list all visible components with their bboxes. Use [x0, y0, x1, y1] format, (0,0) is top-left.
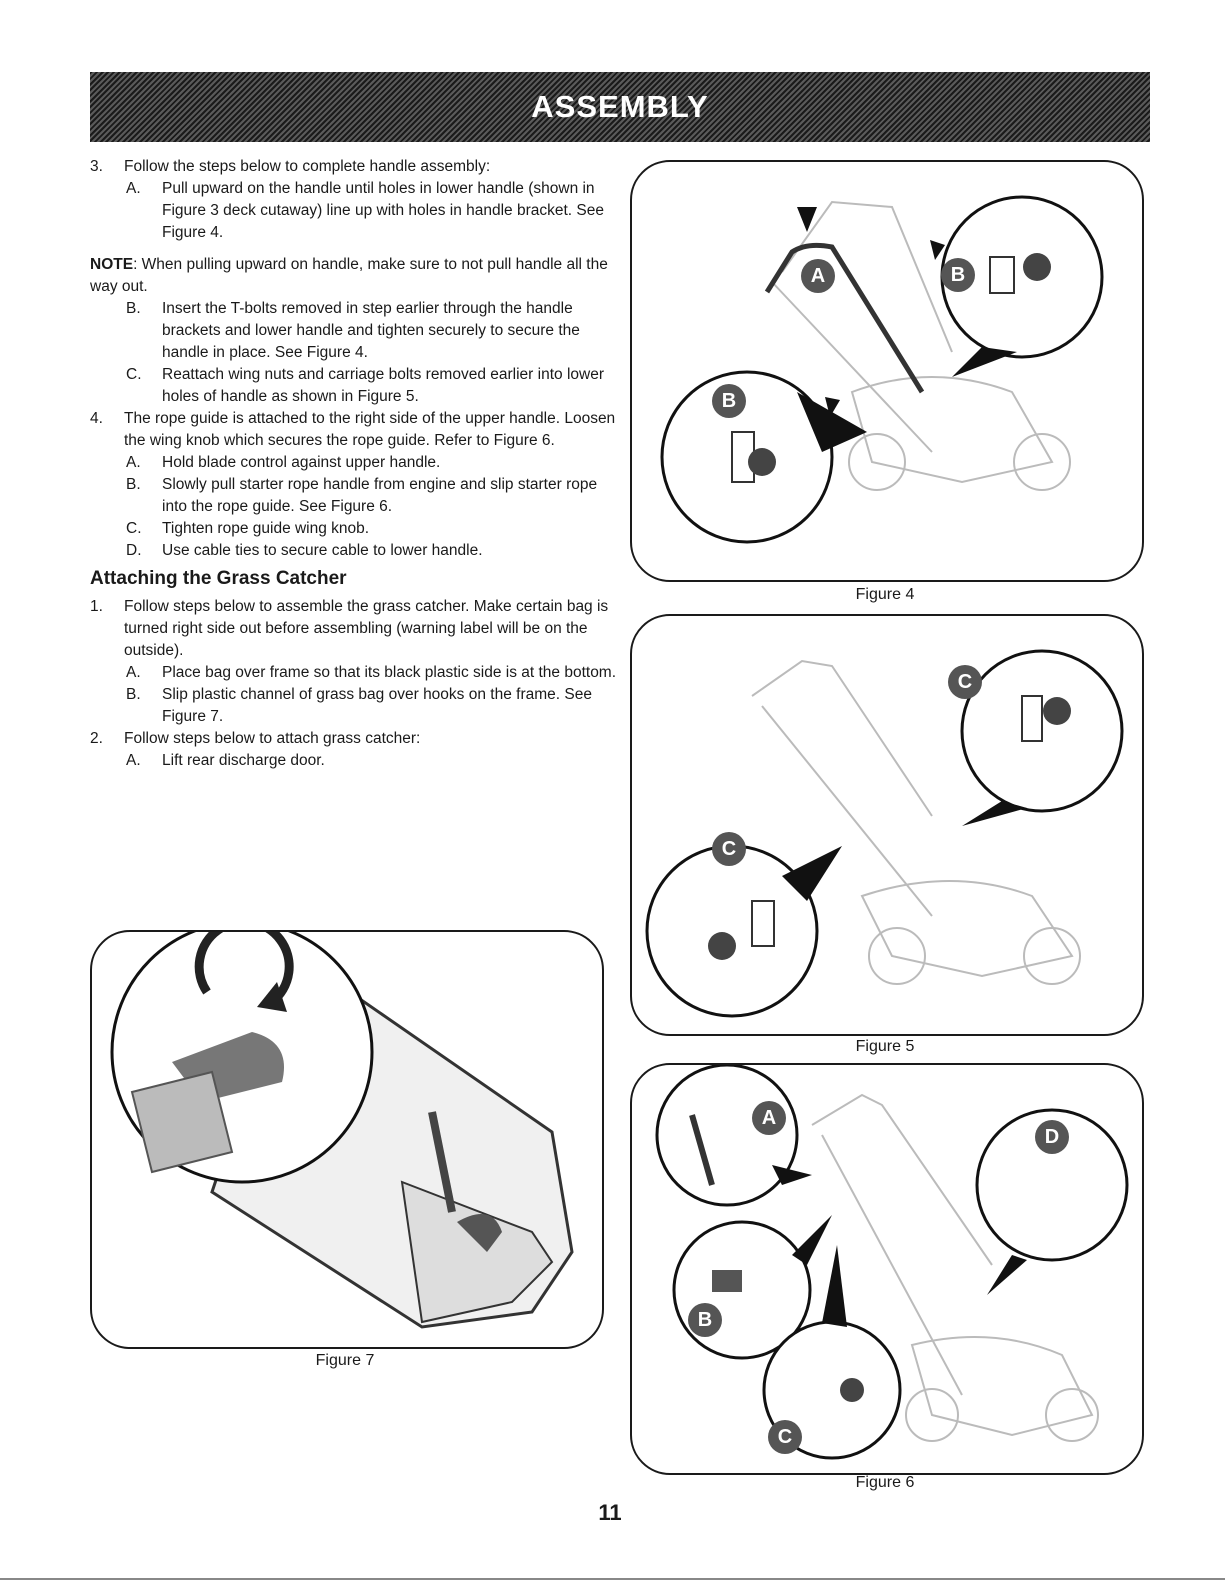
step-3c: C. Reattach wing nuts and carriage bolts removed earlier into lower holes of handle as shown in Figure 5.	[126, 366, 604, 405]
instructions-column	[90, 156, 620, 772]
catcher-step-1a: A. Place bag over frame so that its black plastic side is at the bottom.	[126, 664, 617, 681]
catcher-step-2: 2. Follow steps below to attach grass catcher:	[90, 730, 421, 747]
fig5-callout-c-right: C	[948, 665, 982, 699]
step-3b: B. Insert the T-bolts removed in step earlier through the handle brackets and lower handle and tighten securely to secure the handle in place. See Figure 4.	[126, 300, 580, 361]
catcher-step-2a: A. Lift rear discharge door.	[126, 752, 325, 769]
page-number: 11	[598, 1500, 622, 1525]
figure-5-caption: Figure 5	[855, 1038, 915, 1055]
step-4b: B. Slowly pull starter rope handle from engine and slip starter rope into the rope guide. See Figure 6.	[126, 476, 598, 515]
fig4-callout-b-right: B	[941, 258, 975, 292]
catcher-step-1b: B. Slip plastic channel of grass bag over hooks on the frame. See Figure 7.	[126, 686, 592, 725]
figure-4-illustration	[630, 160, 1144, 582]
fig6-callout-a: A	[752, 1101, 786, 1135]
step-4d: D. Use cable ties to secure cable to lower handle.	[126, 542, 483, 559]
fig6-callout-b: B	[688, 1303, 722, 1337]
step-3a: A. Pull upward on the handle until holes in lower handle (shown in Figure 3 deck cutaway) line up with holes in handle bracket. See Figure 4.	[126, 180, 604, 241]
figure-7-illustration	[90, 930, 604, 1349]
catcher-step-1: 1. Follow steps below to assemble the grass catcher. Make certain bag is turned right side out before assembling (warning label will be on the outside).	[90, 598, 609, 659]
fig4-callout-a: A	[801, 259, 835, 293]
figure-6-caption: Figure 6	[855, 1474, 915, 1491]
grass-catcher-drawing	[92, 932, 602, 1347]
note: NOTE: When pulling upward on handle, make sure to not pull handle all the way out.	[90, 256, 608, 295]
lawn-mower-handle-drawing	[632, 162, 1142, 580]
section-title: ASSEMBLY	[531, 89, 709, 124]
grass-catcher-heading: Attaching the Grass Catcher	[90, 568, 347, 589]
lawn-mower-handle-bolts-drawing	[632, 616, 1142, 1034]
fig4-callout-b-left: B	[712, 384, 746, 418]
figure-7-caption: Figure 7	[315, 1352, 375, 1369]
step-4c: C. Tighten rope guide wing knob.	[126, 520, 370, 537]
step-3: 3. Follow the steps below to complete handle assembly:	[90, 158, 491, 175]
fig6-callout-c: C	[768, 1420, 802, 1454]
step-4a: A. Hold blade control against upper handle.	[126, 454, 441, 471]
fig6-callout-d: D	[1035, 1120, 1069, 1154]
figure-6-illustration	[630, 1063, 1144, 1475]
fig5-callout-c-left: C	[712, 832, 746, 866]
figure-5-illustration	[630, 614, 1144, 1036]
figure-4-caption: Figure 4	[855, 586, 915, 603]
page-bottom-rule	[0, 1578, 1225, 1580]
step-4: 4. The rope guide is attached to the right side of the upper handle. Loosen the wing knob which secures the rope guide. Refer to Figure 6.	[90, 410, 616, 449]
section-banner	[90, 72, 1150, 142]
